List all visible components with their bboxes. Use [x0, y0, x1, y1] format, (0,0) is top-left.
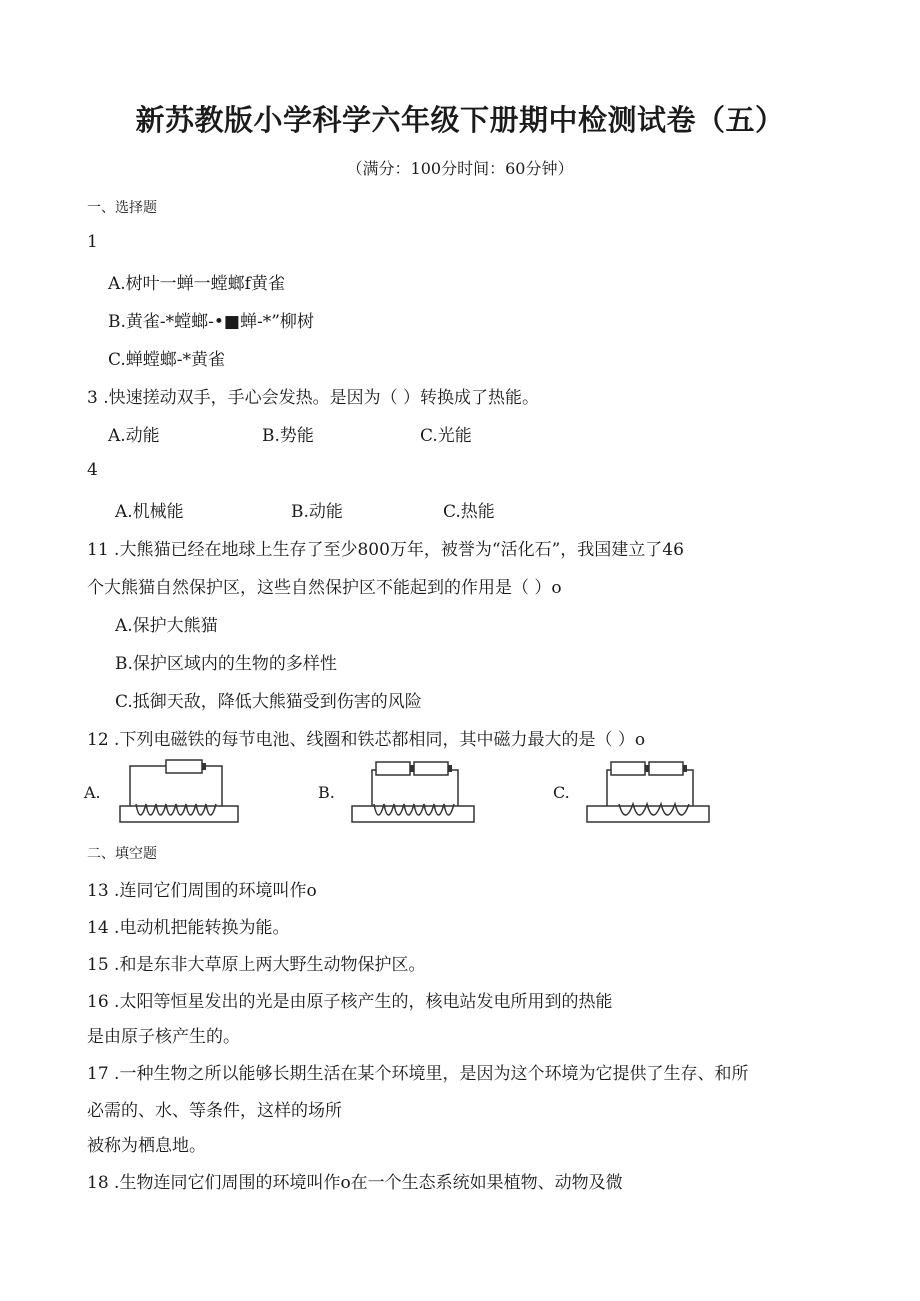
question-text-continued: 个大熊猫自然保护区，这些自然保护区不能起到的作用是（ ）o — [87, 578, 562, 598]
fill-question: 18 .生物连同它们周围的环境叫作o在一个生态系统如果植物、动物及微 — [87, 1173, 623, 1193]
section-heading-choice: 一、选择题 — [87, 200, 157, 216]
figure-label-a: A. — [84, 783, 101, 802]
section-heading-fill: 二、填空题 — [87, 846, 157, 862]
fill-question: 17 .一种生物之所以能够长期生活在某个环境里，是因为这个环境为它提供了生存、和所 — [87, 1064, 749, 1084]
option-b: B.势能 — [262, 426, 314, 446]
question-text: 3 .快速搓动双手，手心会发热。是因为（ ）转换成了热能。 — [87, 388, 540, 408]
question-number: 1 — [87, 232, 98, 252]
option-a: A.动能 — [108, 426, 160, 446]
option-a: A.树叶一蝉一螳螂f黄雀 — [108, 274, 285, 294]
electromagnet-diagram-c — [585, 758, 755, 830]
page-title: 新苏教版小学科学六年级下册期中检测试卷（五） — [135, 103, 785, 137]
option-a: A.机械能 — [115, 502, 184, 522]
fill-question-continued: 是由原子核产生的。 — [87, 1027, 240, 1047]
electromagnet-diagram-b — [350, 758, 520, 830]
figure-label-c: C. — [553, 783, 570, 802]
option-a: A.保护大熊猫 — [115, 616, 218, 636]
option-b: B.动能 — [291, 502, 343, 522]
option-c: C.蝉螳螂-*黄雀 — [108, 350, 226, 370]
fill-question: 14 .电动机把能转换为能。 — [87, 918, 290, 938]
option-c: C.抵御天敌，降低大熊猫受到伤害的风险 — [115, 692, 422, 712]
question-number: 4 — [87, 460, 98, 480]
fill-question-continued: 被称为栖息地。 — [87, 1136, 206, 1156]
option-c: C.光能 — [420, 426, 472, 446]
fill-question-continued: 必需的、水、等条件，这样的场所 — [87, 1101, 342, 1121]
question-text: 11 .大熊猫已经在地球上生存了至少800万年，被誉为“活化石”，我国建立了46 — [87, 540, 684, 560]
option-c: C.热能 — [443, 502, 495, 522]
fill-question: 13 .连同它们周围的环境叫作o — [87, 881, 317, 901]
option-b: B.保护区域内的生物的多样性 — [115, 654, 337, 674]
question-text: 12 .下列电磁铁的每节电池、线圈和铁芯都相同，其中磁力最大的是（ ）o — [87, 730, 646, 750]
fill-question: 15 .和是东非大草原上两大野生动物保护区。 — [87, 955, 426, 975]
option-b: B.黄雀-*螳螂-•■蝉-*”柳树 — [108, 312, 314, 332]
fill-question: 16 .太阳等恒星发出的光是由原子核产生的，核电站发电所用到的热能 — [87, 992, 613, 1012]
electromagnet-diagram-a — [118, 758, 288, 830]
score-time-info: （满分：100分时间：60分钟） — [346, 159, 574, 178]
figure-label-b: B. — [318, 783, 335, 802]
